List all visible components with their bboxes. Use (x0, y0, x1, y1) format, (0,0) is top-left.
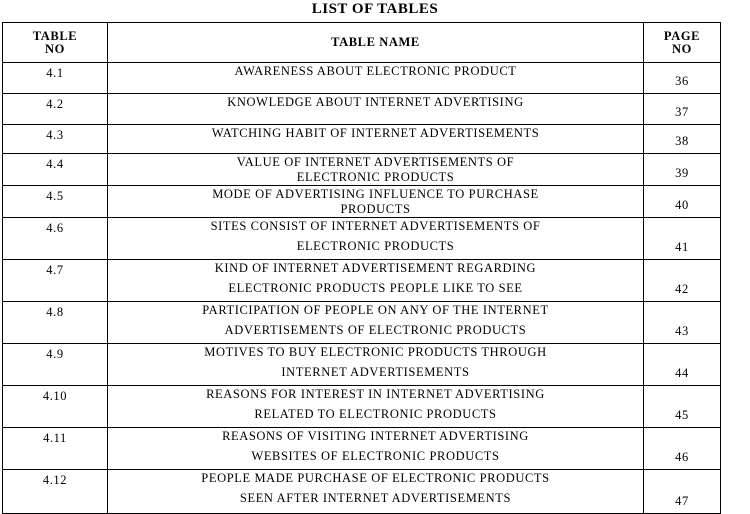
table-name-line1: KNOWLEDGE ABOUT INTERNET ADVERTISING (227, 95, 524, 109)
table-name-line2: WEBSITES OF ELECTRONIC PRODUCTS (251, 449, 500, 463)
header-table-no-line2: NO (45, 41, 65, 56)
table-name-line1: REASONS OF VISITING INTERNET ADVERTISING (222, 429, 529, 443)
table-number: 4.1 (3, 63, 108, 94)
header-row (3, 23, 721, 63)
table-name-line2: ELECTRONIC PRODUCTS PEOPLE LIKE TO SEE (228, 281, 523, 295)
page-number: 40 (644, 186, 721, 218)
table-number: 4.7 (3, 260, 108, 302)
table-row (3, 302, 721, 344)
table-name-line1: MOTIVES TO BUY ELECTRONIC PRODUCTS THROUGH (204, 345, 547, 359)
table-name-line1: REASONS FOR INTEREST IN INTERNET ADVERTISING (206, 387, 545, 401)
table-number: 4.10 (3, 386, 108, 428)
page-number: 36 (644, 63, 721, 94)
page-number: 43 (644, 302, 721, 344)
table-name-line1: PEOPLE MADE PURCHASE OF ELECTRONIC PRODUCTS (201, 471, 550, 485)
table-name (108, 218, 644, 260)
table-row (3, 386, 721, 428)
table-row (3, 218, 721, 260)
table-name (108, 428, 644, 470)
list-of-tables (2, 22, 721, 514)
table-name-line1: MODE OF ADVERTISING INFLUENCE TO PURCHASE (212, 187, 539, 201)
table-name (108, 186, 644, 218)
table-number: 4.11 (3, 428, 108, 470)
table-name (108, 125, 644, 154)
table-row (3, 125, 721, 154)
table-row (3, 63, 721, 94)
table-row (3, 186, 721, 218)
page-number: 39 (644, 154, 721, 186)
table-row (3, 154, 721, 186)
header-table-name: TABLE NAME (108, 23, 644, 63)
table-name (108, 302, 644, 344)
table-name (108, 344, 644, 386)
page-number: 37 (644, 94, 721, 125)
table-name (108, 63, 644, 94)
page-number: 38 (644, 125, 721, 154)
header-page-no-line1: PAGE (663, 28, 701, 43)
table-row (3, 428, 721, 470)
table-row (3, 260, 721, 302)
table-name (108, 260, 644, 302)
table-row (3, 344, 721, 386)
table-number: 4.4 (3, 154, 108, 186)
header-page-no (644, 23, 721, 63)
table-number: 4.5 (3, 186, 108, 218)
header-table-no (3, 23, 108, 63)
table-name-line1: VALUE OF INTERNET ADVERTISEMENTS OF (236, 155, 515, 169)
page-number: 42 (644, 260, 721, 302)
table-number: 4.6 (3, 218, 108, 260)
table-name-line2: PRODUCTS (340, 202, 411, 216)
table-name-line2: RELATED TO ELECTRONIC PRODUCTS (254, 407, 497, 421)
table-name-line1: AWARENESS ABOUT ELECTRONIC PRODUCT (234, 64, 517, 78)
table-number: 4.3 (3, 125, 108, 154)
table-name-line2: ELECTRONIC PRODUCTS (296, 239, 455, 253)
table-number: 4.2 (3, 94, 108, 125)
table-row (3, 94, 721, 125)
table-name (108, 386, 644, 428)
table-number: 4.8 (3, 302, 108, 344)
page-number: 45 (644, 386, 721, 428)
page-number: 44 (644, 344, 721, 386)
table-name-line2: SEEN AFTER INTERNET ADVERTISEMENTS (239, 491, 512, 505)
table-name-line2: ADVERTISEMENTS OF ELECTRONIC PRODUCTS (224, 323, 527, 337)
page-number: 47 (644, 470, 721, 514)
table-name (108, 470, 644, 514)
page-title: LIST OF TABLES (311, 1, 439, 17)
table-row (3, 470, 721, 514)
page-number: 41 (644, 218, 721, 260)
table-name-line1: PARTICIPATION OF PEOPLE ON ANY OF THE INTERNET (202, 303, 549, 317)
table-name-line1: KIND OF INTERNET ADVERTISEMENT REGARDING (214, 261, 537, 275)
header-table-no-line1: TABLE (32, 28, 78, 43)
page-number: 46 (644, 428, 721, 470)
table-name-line1: SITES CONSIST OF INTERNET ADVERTISEMENTS OF (210, 219, 541, 233)
table-name (108, 94, 644, 125)
header-page-no-line2: NO (672, 41, 692, 56)
table-number: 4.9 (3, 344, 108, 386)
table-name-line2: ELECTRONIC PRODUCTS (296, 170, 455, 184)
table-name (108, 154, 644, 186)
table-name-line1: WATCHING HABIT OF INTERNET ADVERTISEMENTS (211, 126, 540, 140)
table-name-line2: INTERNET ADVERTISEMENTS (281, 365, 470, 379)
table-number: 4.12 (3, 470, 108, 514)
